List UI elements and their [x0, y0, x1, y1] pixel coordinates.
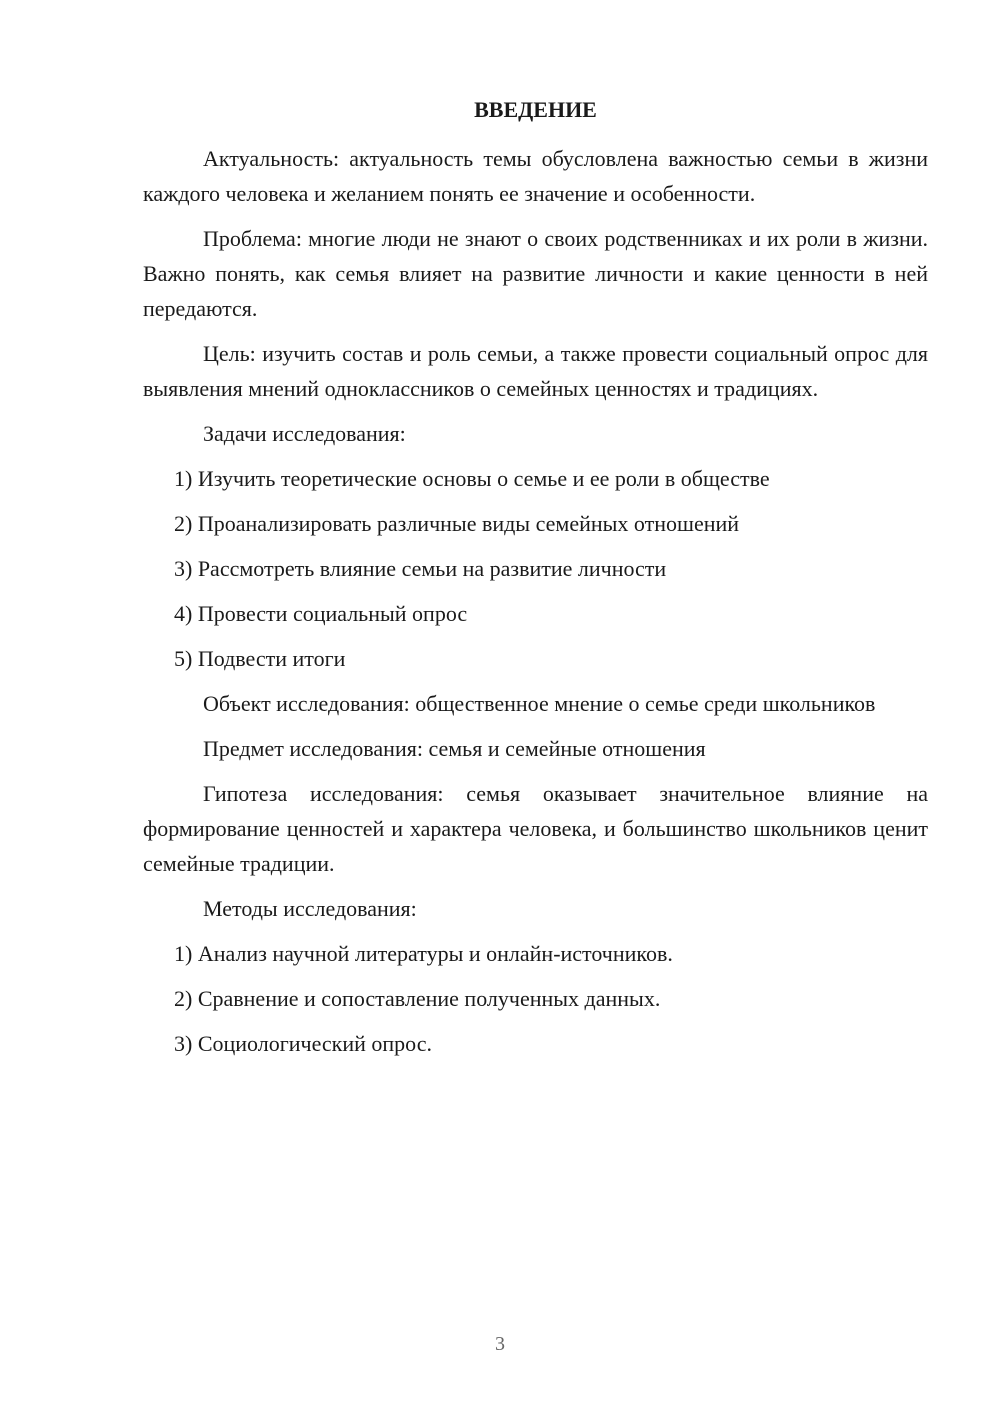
method-item: 1) Анализ научной литературы и онлайн-источников. — [174, 941, 673, 966]
task-item: 1) Изучить теоретические основы о семье и ее роли в обществе — [174, 466, 770, 491]
method-item: 2) Сравнение и сопоставление полученных данных. — [174, 986, 661, 1011]
tasks-list — [143, 461, 928, 676]
subject-paragraph: Предмет исследования: семья и семейные отношения — [203, 736, 706, 761]
task-item: 4) Провести социальный опрос — [174, 601, 468, 626]
hypothesis-paragraph: Гипотеза исследования: семья оказывает значительное влияние на формирование ценностей и характера человека, и большинство школьников ценит семейные традиции. — [143, 781, 928, 876]
section-title: ВВЕДЕНИЕ — [474, 97, 597, 122]
problem-paragraph: Проблема: многие люди не знают о своих родственниках и их роли в жизни. Важно понять, как семья влияет на развитие личности и какие ценности в ней передаются. — [143, 226, 928, 321]
page-number: 3 — [495, 1333, 505, 1355]
methods-heading: Методы исследования: — [203, 896, 417, 921]
tasks-heading: Задачи исследования: — [203, 421, 406, 446]
relevance-paragraph: Актуальность: актуальность темы обусловлена важностью семьи в жизни каждого человека и желанием понять ее значение и особенности. — [143, 146, 928, 206]
task-item: 3) Рассмотреть влияние семьи на развитие личности — [174, 556, 667, 581]
object-paragraph: Объект исследования: общественное мнение о семье среди школьников — [203, 691, 876, 716]
goal-paragraph: Цель: изучить состав и роль семьи, а также провести социальный опрос для выявления мнений одноклассников о семейных ценностях и традициях. — [143, 341, 928, 401]
task-item: 5) Подвести итоги — [174, 646, 346, 671]
methods-list — [143, 936, 928, 1061]
document-body — [143, 93, 928, 1071]
method-item: 3) Социологический опрос. — [174, 1031, 432, 1056]
task-item: 2) Проанализировать различные виды семейных отношений — [174, 511, 740, 536]
